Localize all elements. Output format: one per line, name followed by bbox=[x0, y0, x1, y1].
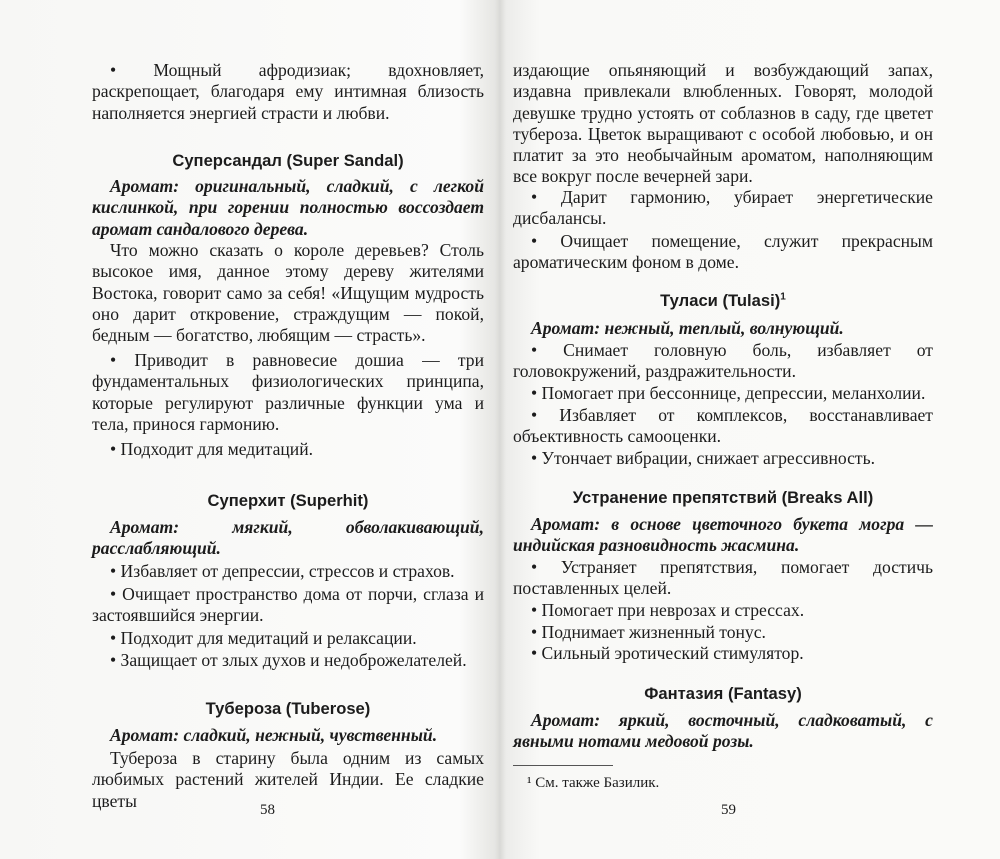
intro-paragraph: • Мощный афродизиак; вдохновляет, раскрепощает, благодаря ему интимная близость наполняется энергией страсти и любви. bbox=[92, 60, 484, 123]
footnote-mark: 1 bbox=[780, 291, 786, 303]
bullet: • Подходит для медитаций. bbox=[110, 439, 314, 459]
bullet: • Очищает помещение, служит прекрасным ароматическим фоном в доме. bbox=[513, 231, 933, 273]
right-page bbox=[513, 0, 933, 859]
entry-title: Туласи (Tulasi)$^1$ bbox=[660, 291, 786, 310]
left-page bbox=[92, 0, 484, 859]
entry-title: Суперсандал (Super Sandal) bbox=[172, 151, 404, 170]
aroma-line: Аромат: яркий, восточный, сладковатый, с явными нотами медовой розы. bbox=[513, 710, 933, 752]
aroma-line: Аромат: нежный, теплый, волнующий. bbox=[531, 318, 844, 338]
bullet: • Подходит для медитаций и релаксации. bbox=[110, 628, 417, 648]
bullet: • Сильный эротический стимулятор. bbox=[531, 643, 804, 663]
bullet: • Помогает при бессоннице, депрессии, меланхолии. bbox=[531, 383, 926, 403]
paragraph: Что можно сказать о короле деревьев? Столь высокое имя, данное этому дереву жителями Востока, говорит само за себя! «Ищущим мудрость оно дарит откровение, страждущим — покой, бедным — богатство, любящим — страсть». bbox=[92, 240, 484, 346]
bullet: • Очищает пространство дома от порчи, сглаза и застоявшийся энергии. bbox=[92, 584, 484, 626]
aroma-line: Аромат: сладкий, нежный, чувственный. bbox=[110, 725, 438, 745]
footnote: ¹ См. также Базилик. bbox=[527, 775, 660, 791]
entry-title: Суперхит (Superhit) bbox=[207, 491, 369, 510]
bullet: • Дарит гармонию, убирает энергетические дисбалансы. bbox=[513, 187, 933, 229]
bullet: • Утончает вибрации, снижает агрессивность. bbox=[531, 448, 876, 468]
page-number: 58 bbox=[260, 802, 275, 818]
bullet: • Помогает при неврозах и стрессах. bbox=[531, 600, 805, 620]
aroma-line: Аромат: мягкий, обволакивающий, расслабляющий. bbox=[92, 517, 484, 559]
paragraph: Тубероза в старину была одним из самых любимых растений жителей Индии. Ее сладкие цветы bbox=[92, 748, 484, 811]
bullet: • Поднимает жизненный тонус. bbox=[531, 622, 766, 642]
aroma-line: Аромат: оригинальный, сладкий, с легкой кислинкой, при горении полностью воссоздает аромат сандалового дерева. bbox=[92, 176, 484, 239]
footnote-rule bbox=[513, 765, 613, 766]
bullet: • Избавляет от депрессии, стрессов и страхов. bbox=[110, 561, 455, 581]
bullet: • Защищает от злых духов и недоброжелателей. bbox=[110, 650, 467, 670]
bullet: • Приводит в равновесие дошиа — три фундаментальных физиологических принципа, которые регулируют различные функции ума и тела, принося гармонию. bbox=[92, 350, 484, 434]
entry-title: Тубероза (Tuberose) bbox=[205, 699, 371, 718]
entry-title: Устранение препятствий (Breaks All) bbox=[572, 488, 874, 507]
bullet: • Снимает головную боль, избавляет от головокружений, раздражительности. bbox=[513, 340, 933, 382]
continuation-paragraph: издающие опьяняющий и возбуждающий запах, издавна привлекали влюбленных. Говорят, молодой девушке трудно устоять от соблазнов в саду, где цветет тубероза. Цветок выращивают с особой любовью, и он платит за это необычайным ароматом, наполняющим все вокруг после вечерней зари. bbox=[513, 60, 933, 187]
bullet: • Избавляет от комплексов, восстанавливает объективность самооценки. bbox=[513, 405, 933, 447]
aroma-line: Аромат: в основе цветочного букета могра — индийская разновидность жасмина. bbox=[513, 514, 933, 556]
page-number: 59 bbox=[721, 802, 736, 818]
bullet: • Устраняет препятствия, помогает достичь поставленных целей. bbox=[513, 557, 933, 599]
entry-title: Фантазия (Fantasy) bbox=[644, 684, 802, 703]
